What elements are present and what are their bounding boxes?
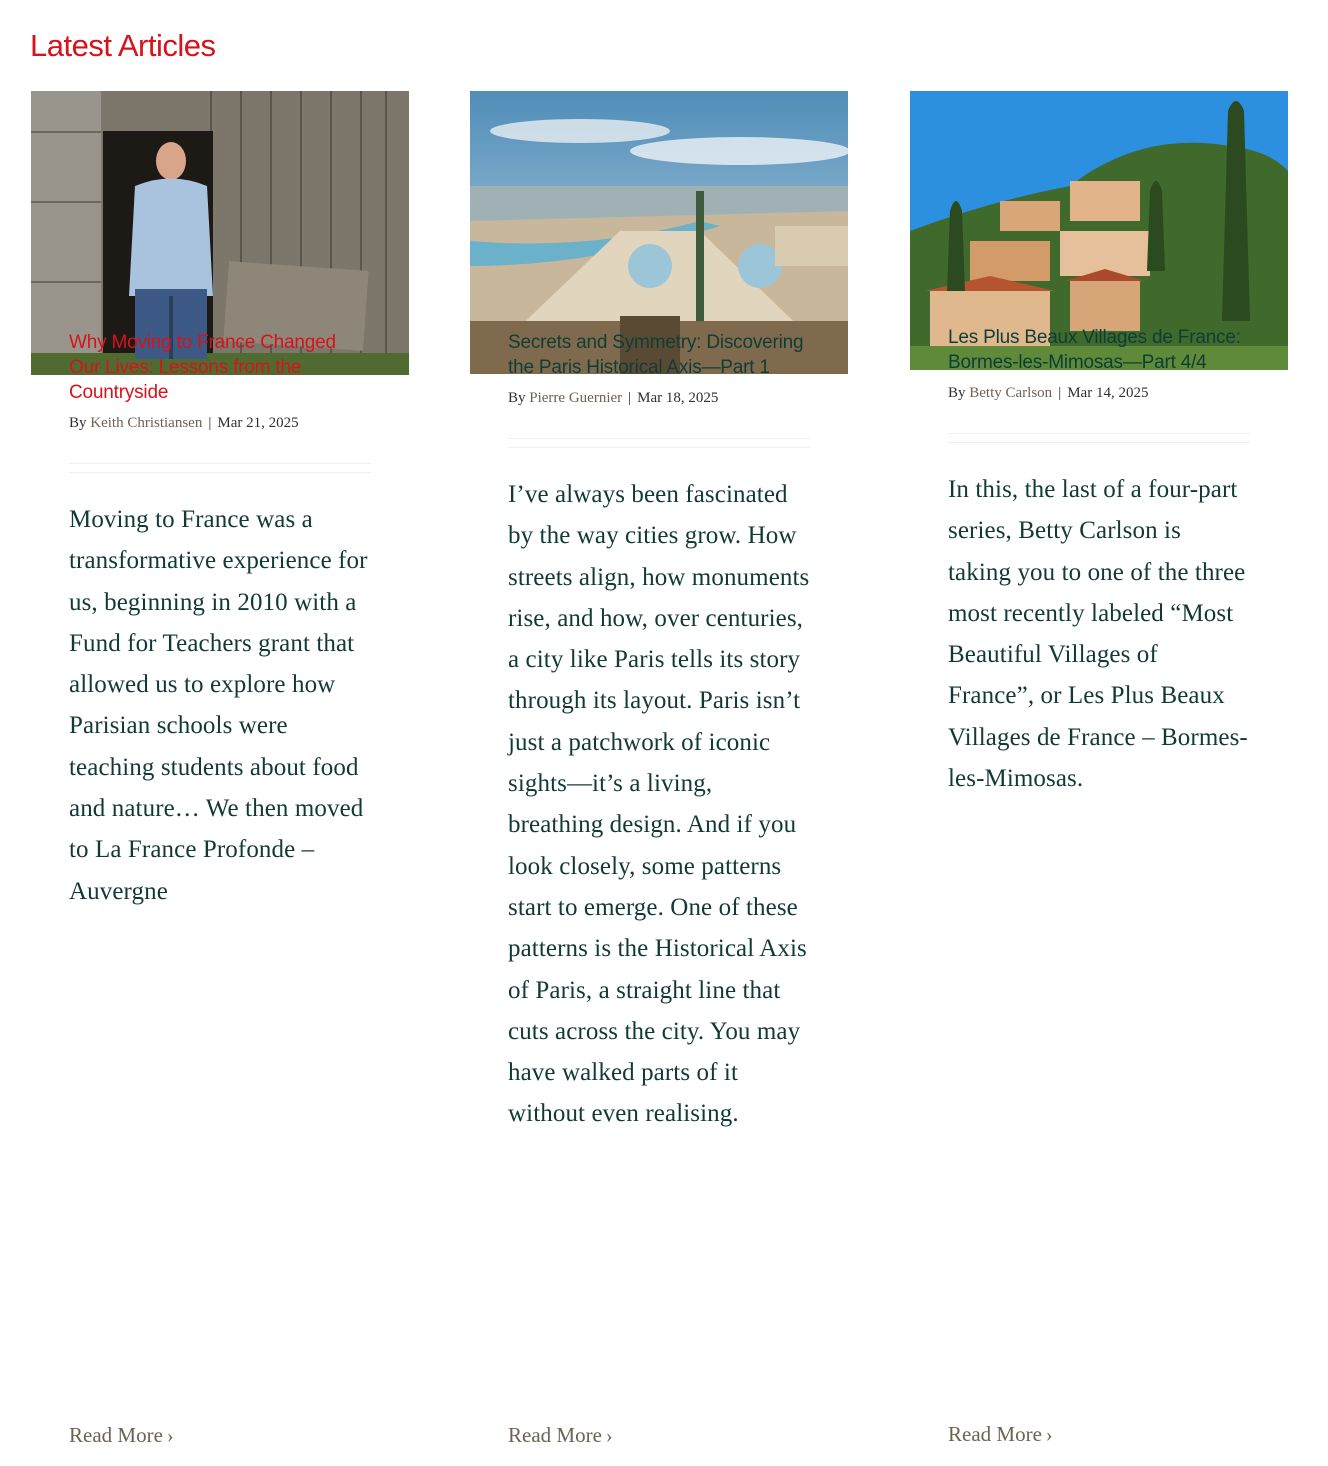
article-card: [470, 0, 850, 1466]
meta-separator: |: [208, 415, 212, 431]
by-label: By: [948, 385, 966, 401]
article-excerpt: Moving to France was a transformative experience for us, beginning in 2010 with a Fund for Teachers grant that allowed us to explore how Parisian schools were teaching students about food and nature… We then moved to La France Profonde – Auvergne: [69, 506, 368, 905]
read-more-label: Read More: [948, 1422, 1042, 1446]
meta-separator: |: [1058, 385, 1062, 401]
by-label: By: [508, 390, 526, 406]
author-link[interactable]: Betty Carlson: [969, 385, 1053, 401]
article-date: Mar 14, 2025: [1067, 385, 1149, 401]
read-more-label: Read More: [508, 1423, 602, 1447]
read-more-link[interactable]: [69, 1423, 174, 1448]
article-card: [31, 0, 411, 1466]
article-title-link[interactable]: Les Plus Beaux Villages de France: Bormes-les-Mimosas—Part 4/4: [948, 327, 1241, 373]
article-meta: [508, 388, 810, 408]
chevron-right-icon: ›: [605, 1425, 613, 1447]
author-link[interactable]: Keith Christiansen: [90, 415, 203, 431]
article-excerpt: In this, the last of a four-part series, Betty Carlson is taking you to one of the three most recently labeled “Most Beautiful Villages of France”, or Les Plus Beaux Villages de France – Bormes-les-Mimosas.: [948, 476, 1248, 793]
article-date: Mar 18, 2025: [637, 390, 719, 406]
read-more-label: Read More: [69, 1423, 163, 1447]
chevron-right-icon: ›: [1045, 1424, 1053, 1446]
article-date: Mar 21, 2025: [217, 415, 299, 431]
article-meta: [948, 383, 1250, 403]
article-title-link[interactable]: Why Moving to France Changed Our Lives: Lessons from the Countryside: [69, 332, 336, 403]
read-more-link[interactable]: [508, 1423, 613, 1448]
divider: [508, 438, 810, 448]
read-more-link[interactable]: [948, 1422, 1053, 1447]
article-meta: [69, 413, 371, 433]
author-link[interactable]: Pierre Guernier: [529, 390, 623, 406]
article-card: [910, 0, 1290, 1466]
chevron-right-icon: ›: [166, 1425, 174, 1447]
article-title[interactable]: [508, 330, 810, 380]
meta-separator: |: [628, 390, 632, 406]
article-title-link[interactable]: Secrets and Symmetry: Discovering the Paris Historical Axis—Part 1: [508, 332, 804, 378]
by-label: By: [69, 415, 87, 431]
divider: [69, 463, 371, 473]
section-title: Latest Articles: [30, 28, 216, 63]
article-title[interactable]: [69, 330, 371, 405]
article-title[interactable]: [948, 325, 1250, 375]
divider: [948, 433, 1250, 443]
article-excerpt: I’ve always been fascinated by the way cities grow. How streets align, how monuments rise, and how, over centuries, a city like Paris tells its story through its layout. Paris isn’t just a patchwork of iconic sights—it’s a living, breathing design. And if you look closely, some patterns start to emerge. One of these patterns is the Historical Axis of Paris, a straight line that cuts across the city. You may have walked parts of it without even realising.: [508, 481, 810, 1128]
